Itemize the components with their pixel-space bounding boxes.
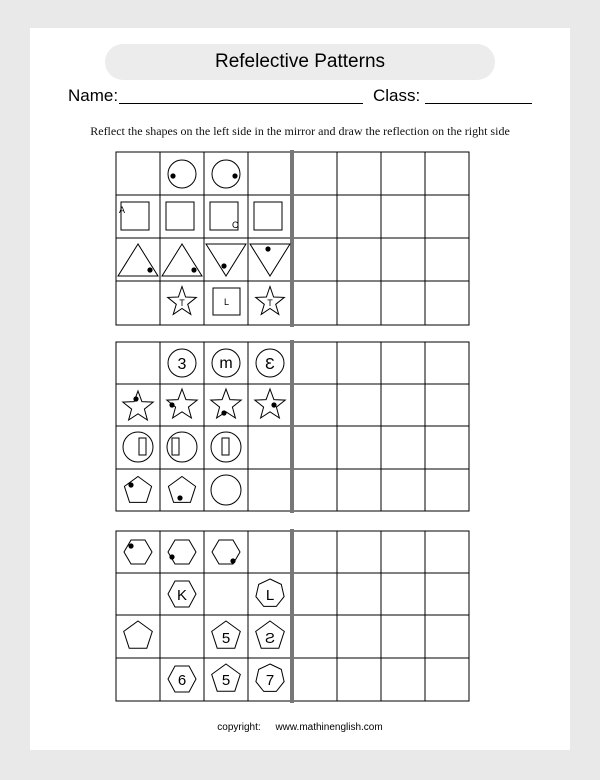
dot [169,402,174,407]
rectangle-shape [172,438,179,455]
star-shape [123,391,153,420]
dot [221,263,226,268]
dot [221,410,226,415]
dot [230,558,235,563]
pattern-grid-2 [116,340,469,513]
dot [177,495,182,500]
instructions: Reflect the shapes on the left side in the mirror and draw the reflection on the right side [90,124,510,138]
dot [170,173,175,178]
numeral-label: m [219,355,233,372]
circle-shape [211,432,241,462]
footer [0,722,600,733]
dot [128,543,133,548]
inverted-triangle-shape [206,244,246,276]
square-shape [121,202,149,230]
letter-label: T [267,298,273,308]
numeral-label: 5 [221,630,231,647]
numeral-label: Ɛ [265,356,275,373]
numeral-label: 5 [221,672,231,689]
letter-label: L [265,587,275,604]
numeral-label: Ƨ [264,630,276,647]
dot [128,482,133,487]
letter-label: C [232,220,239,230]
dot [191,267,196,272]
numeral-label: 3 [177,356,187,373]
numeral-label: 7 [265,672,275,689]
pattern-grid-1 [116,150,469,327]
hexagon-shape [168,540,196,564]
hexagon-shape [212,540,240,564]
letter-label: K [176,587,188,604]
page-title: Refelective Patterns [105,44,495,80]
pattern-grid-3 [116,529,469,703]
dot [265,246,270,251]
dot [133,396,138,401]
pentagon-shape [124,621,153,648]
letter-label: L [223,297,230,307]
rectangle-shape [222,438,229,455]
square-shape [166,202,194,230]
website-link[interactable]: www.mathinenglish.com [275,722,383,733]
rectangle-shape [139,438,146,455]
dot [232,173,237,178]
letter-label: A [119,205,126,215]
name-label: Name: [68,86,119,105]
circle-shape [123,432,153,462]
hexagon-shape [124,540,152,564]
copyright-label: copyright: [217,722,261,733]
circle-shape [211,475,241,505]
square-shape [254,202,282,230]
letter-label: T [179,298,185,308]
dot [147,267,152,272]
class-label: Class: [373,86,421,105]
numeral-label: 6 [177,672,187,689]
dot [271,402,276,407]
dot [169,554,174,559]
pentagon-shape [124,477,151,503]
star-shape [255,389,285,418]
